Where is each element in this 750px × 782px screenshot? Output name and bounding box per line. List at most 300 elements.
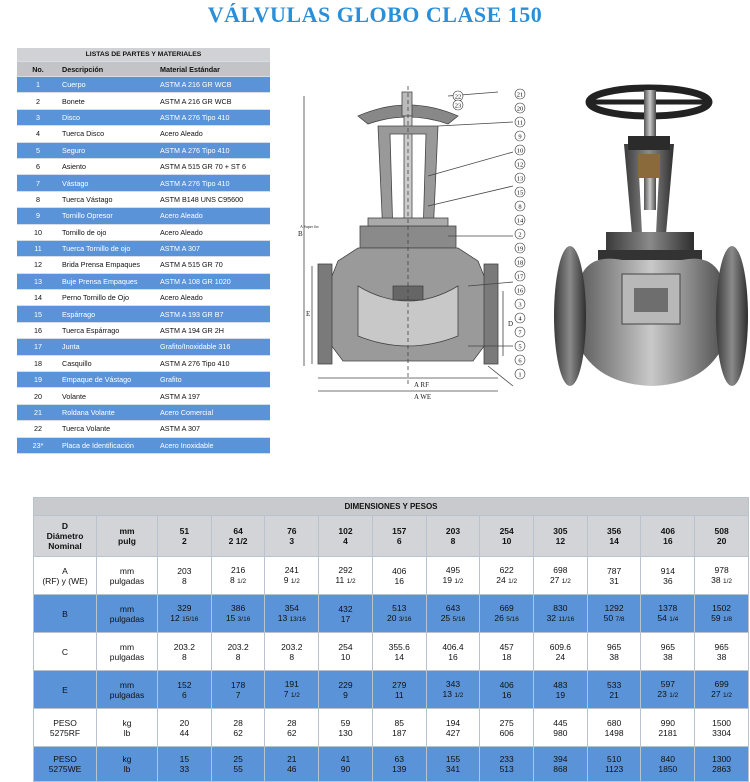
dims-label-line: Diámetro	[46, 531, 84, 541]
parts-row	[17, 208, 270, 224]
part-description: Brida Prensa Empaques	[59, 257, 157, 273]
value-bottom: 10	[340, 651, 351, 662]
dims-unit-line: mm	[119, 526, 135, 536]
dims-size-cell	[587, 516, 641, 557]
part-number: 6	[17, 158, 59, 174]
dims-value-cell	[265, 709, 319, 747]
parts-row	[17, 191, 270, 207]
value-top: 28	[287, 717, 297, 728]
part-material: ASTM A 216 GR WCB	[157, 93, 270, 109]
value-bottom: 12 15/16	[170, 612, 199, 623]
dims-value-cell	[641, 747, 695, 782]
dims-value-cell	[426, 747, 480, 782]
part-number: 18	[17, 355, 59, 371]
part-number: 8	[17, 191, 59, 207]
part-description: Tuerca Vástago	[59, 191, 157, 207]
dims-value-cell	[158, 709, 212, 747]
dims-value-cell	[319, 633, 373, 671]
value-bottom: 90	[340, 764, 351, 774]
dims-label-diameter	[34, 516, 97, 557]
callout-number: 19	[516, 245, 524, 253]
dims-value-cell	[480, 557, 534, 595]
value-top: 495	[445, 564, 461, 575]
parts-table-caption: LISTAS DE PARTES Y MATERIALES	[17, 48, 270, 62]
value-bottom: 16	[394, 575, 404, 586]
part-material: ASTM A 197	[157, 388, 270, 404]
dim-label-b: B	[298, 230, 303, 238]
dim-label-d: D	[508, 320, 514, 328]
parts-row	[17, 306, 270, 322]
dims-row-label-line: 5275WE	[48, 764, 82, 774]
value-top: 241	[284, 564, 299, 575]
dims-size-cell	[211, 516, 265, 557]
size-mm: 157	[392, 526, 407, 536]
value-bottom: 16	[501, 689, 512, 700]
value-top: 275	[499, 717, 514, 728]
parts-row	[17, 372, 270, 388]
size-mm: 76	[287, 526, 297, 536]
value-bottom: 17	[340, 613, 351, 624]
value-top: 965	[660, 641, 675, 652]
value-top: 1500	[712, 717, 732, 728]
part-description: Vástago	[59, 175, 157, 191]
dims-value-cell	[265, 671, 319, 709]
part-material: ASTM A 276 Tipo 410	[157, 142, 270, 158]
value-top: 483	[553, 679, 568, 690]
value-bottom: 341	[445, 764, 461, 774]
callout-number: 8	[518, 203, 522, 211]
callout-number: 7	[518, 329, 522, 337]
dims-value-cell	[319, 557, 373, 595]
parts-materials-table	[17, 48, 270, 454]
dims-row-label	[34, 557, 97, 595]
part-number: 4	[17, 126, 59, 142]
part-number: 15	[17, 306, 59, 322]
dim-label-a-we: A WE	[414, 393, 432, 401]
dims-value-cell	[211, 595, 265, 633]
parts-header-2: Material Estándar	[157, 62, 270, 77]
value-bottom: 20 3/16	[386, 612, 412, 623]
value-bottom: 19	[555, 689, 566, 700]
dims-row-label	[34, 595, 97, 633]
dims-value-cell	[695, 747, 749, 782]
value-top: 394	[553, 754, 568, 764]
part-description: Junta	[59, 339, 157, 355]
value-bottom: 513	[499, 764, 514, 774]
dims-label-line: D	[61, 521, 69, 531]
dims-value-cell	[587, 709, 641, 747]
page-title: VÁLVULAS GLOBO CLASE 150	[207, 2, 543, 27]
value-bottom: 2863	[712, 764, 732, 774]
part-material: ASTM A 108 GR 1020	[157, 273, 270, 289]
value-bottom: 130	[338, 727, 353, 738]
dims-value-cell	[695, 633, 749, 671]
value-bottom: 24 1/2	[496, 574, 518, 585]
dims-value-cell	[695, 595, 749, 633]
dims-value-cell	[587, 557, 641, 595]
size-mm: 305	[553, 526, 568, 536]
callout-number: 11	[516, 119, 524, 127]
dims-value-cell	[480, 709, 534, 747]
value-bottom: 606	[499, 727, 514, 738]
dims-size-cell	[372, 516, 426, 557]
dims-value-cell	[641, 557, 695, 595]
part-description: Bonete	[59, 93, 157, 109]
dims-value-cell	[587, 633, 641, 671]
parts-row	[17, 273, 270, 289]
value-top: 1292	[604, 602, 624, 613]
value-bottom: 980	[553, 727, 568, 738]
value-top: 643	[445, 602, 461, 613]
value-top: 63	[394, 754, 404, 764]
value-bottom: 38	[609, 651, 619, 662]
part-material: Grafito/Inoxidable 316	[157, 339, 270, 355]
parts-row	[17, 77, 270, 93]
dims-row-label-line: B	[62, 608, 68, 619]
part-material: ASTM A 276 Tipo 410	[157, 175, 270, 191]
dims-row-label	[34, 747, 97, 782]
value-top: 155	[445, 754, 461, 764]
dims-row-label-line: C	[61, 646, 69, 657]
part-material: ASTM A 307	[157, 421, 270, 437]
value-bottom: 1498	[604, 727, 624, 738]
callout-number: 20	[516, 105, 524, 113]
part-number: 23*	[17, 437, 59, 453]
value-bottom: 9	[343, 689, 348, 700]
value-bottom: 139	[392, 764, 407, 774]
size-pulg: 20	[716, 536, 727, 546]
part-number: 5	[17, 142, 59, 158]
part-material: Acero Aleado	[157, 208, 270, 224]
dims-value-cell	[426, 671, 480, 709]
dims-size-cell	[480, 516, 534, 557]
value-bottom: 38	[716, 651, 727, 662]
dims-value-cell	[534, 671, 588, 709]
parts-header-0: No.	[17, 62, 59, 77]
value-top: 597	[660, 678, 675, 689]
value-top: 830	[553, 602, 568, 613]
dims-label-line: Nominal	[48, 541, 82, 551]
callout-number: 12	[516, 161, 524, 169]
value-bottom: 16	[448, 651, 458, 662]
part-description: Roldana Volante	[59, 404, 157, 420]
dims-value-cell	[587, 747, 641, 782]
part-description: Tuerca Tornillo de ojo	[59, 240, 157, 256]
dims-value-cell	[641, 633, 695, 671]
value-top: 1300	[712, 754, 732, 764]
parts-row	[17, 322, 270, 338]
dims-value-cell	[534, 557, 588, 595]
value-bottom: 27 1/2	[549, 574, 571, 585]
dims-value-cell	[265, 747, 319, 782]
dims-value-cell	[534, 747, 588, 782]
dims-row-units	[97, 747, 158, 782]
value-top: 406	[392, 565, 407, 576]
value-bottom: 27 1/2	[711, 688, 733, 699]
part-material: ASTM A 276 Tipo 410	[157, 109, 270, 125]
dims-value-cell	[319, 671, 373, 709]
dims-row-unit-line: kg	[122, 717, 132, 728]
part-description: Tornillo Opresor	[59, 208, 157, 224]
parts-row	[17, 142, 270, 158]
value-top: 1502	[712, 602, 732, 613]
dims-row-unit-line: pulgadas	[109, 689, 145, 700]
dims-row-unit-line: pulgadas	[109, 575, 145, 586]
dims-value-cell	[695, 671, 749, 709]
part-number: 20	[17, 388, 59, 404]
value-bottom: 18	[501, 651, 512, 662]
dims-value-cell	[372, 671, 426, 709]
dims-row	[34, 671, 749, 709]
part-description: Seguro	[59, 142, 157, 158]
dims-value-cell	[158, 633, 212, 671]
value-top: 41	[340, 754, 351, 764]
parts-row	[17, 437, 270, 453]
value-bottom: 1123	[604, 764, 624, 774]
dims-value-cell	[534, 595, 588, 633]
callout-number: 17	[516, 273, 524, 281]
value-bottom: 44	[179, 727, 190, 738]
value-top: 343	[445, 678, 461, 689]
value-top: 203.2	[281, 641, 303, 652]
part-material: Grafito	[157, 372, 270, 388]
callout-number: 23	[454, 102, 462, 110]
dims-value-cell	[372, 747, 426, 782]
dims-value-cell	[211, 671, 265, 709]
dims-value-cell	[158, 671, 212, 709]
part-description: Tornillo de ojo	[59, 224, 157, 240]
dims-row-label-line: A	[62, 565, 68, 576]
dims-row-label-line: PESO	[53, 754, 77, 764]
dims-row-label-line: PESO	[53, 717, 77, 728]
dims-row-label-line: 5275RF	[49, 727, 81, 738]
value-bottom: 62	[287, 727, 297, 738]
parts-row	[17, 388, 270, 404]
value-bottom: 8	[289, 651, 295, 662]
dims-value-cell	[158, 595, 212, 633]
dims-value-cell	[372, 633, 426, 671]
value-top: 840	[660, 754, 675, 764]
valve-section-drawing	[298, 86, 532, 406]
size-pulg: 6	[396, 536, 402, 546]
part-material: ASTM A 216 GR WCB	[157, 77, 270, 93]
value-bottom: 8	[181, 575, 187, 586]
dim-label-a-superfin: A Super fin	[300, 224, 319, 229]
part-material: Acero Inoxidable	[157, 437, 270, 453]
value-bottom: 19 1/2	[442, 574, 464, 585]
size-pulg: 14	[609, 536, 619, 546]
size-mm: 203	[445, 526, 461, 536]
dims-value-cell	[587, 671, 641, 709]
dims-value-cell	[534, 633, 588, 671]
part-number: 2	[17, 93, 59, 109]
value-bottom: 9 1/2	[283, 574, 300, 585]
callout-number: 16	[516, 287, 524, 295]
part-number: 12	[17, 257, 59, 273]
part-material: ASTM A 515 GR 70 + ST 6	[157, 158, 270, 174]
part-number: 3	[17, 109, 59, 125]
value-top: 1378	[658, 602, 678, 613]
dims-value-cell	[319, 709, 373, 747]
value-top: 203.2	[173, 641, 195, 652]
callout-number: 14	[516, 217, 524, 225]
value-top: 513	[392, 602, 407, 613]
value-bottom: 38	[663, 651, 673, 662]
dims-value-cell	[480, 633, 534, 671]
dims-row-unit-line: mm	[119, 565, 135, 576]
part-number: 21	[17, 404, 59, 420]
parts-row	[17, 126, 270, 142]
size-mm: 508	[714, 526, 729, 536]
part-number: 17	[17, 339, 59, 355]
dims-row-unit-line: mm	[119, 641, 135, 652]
dims-row-label-line: E	[62, 684, 68, 695]
dim-label-e: E	[306, 310, 311, 318]
value-top: 178	[230, 679, 246, 690]
value-top: 279	[392, 679, 407, 690]
part-material: ASTM A 193 GR B7	[157, 306, 270, 322]
dims-units	[97, 516, 158, 557]
value-top: 354	[284, 602, 299, 613]
part-description: Tuerca Espárrago	[59, 322, 157, 338]
size-pulg: 8	[450, 536, 456, 546]
value-top: 15	[179, 754, 190, 764]
dims-value-cell	[480, 595, 534, 633]
value-top: 229	[338, 679, 353, 690]
value-top: 292	[338, 564, 353, 575]
dims-table-caption: DIMENSIONES Y PESOS	[34, 498, 749, 516]
value-bottom: 36	[663, 575, 673, 586]
dims-value-cell	[426, 633, 480, 671]
callout-number: 5	[518, 343, 522, 351]
value-top: 25	[233, 754, 243, 764]
part-number: 10	[17, 224, 59, 240]
value-top: 609.6	[549, 641, 572, 652]
dims-value-cell	[534, 709, 588, 747]
parts-row	[17, 175, 270, 191]
value-top: 445	[553, 717, 568, 728]
part-number: 16	[17, 322, 59, 338]
part-number: 22	[17, 421, 59, 437]
parts-row	[17, 240, 270, 256]
callout-number: 21	[516, 91, 524, 99]
callout-number: 15	[516, 189, 524, 197]
value-top: 191	[284, 678, 299, 689]
value-top: 20	[179, 717, 190, 728]
part-material: Acero Aleado	[157, 290, 270, 306]
dims-value-cell	[265, 633, 319, 671]
part-number: 7	[17, 175, 59, 191]
dims-row-unit-line: lb	[123, 727, 131, 738]
value-bottom: 11	[394, 689, 404, 700]
value-bottom: 25 5/16	[440, 612, 466, 623]
part-description: Disco	[59, 109, 157, 125]
part-material: Acero Comercial	[157, 404, 270, 420]
callout-number: 18	[516, 259, 524, 267]
value-bottom: 427	[445, 727, 461, 738]
callout-number: 1	[518, 371, 522, 379]
dims-value-cell	[695, 557, 749, 595]
size-mm: 51	[179, 526, 190, 536]
dims-value-cell	[426, 557, 480, 595]
size-mm: 254	[499, 526, 514, 536]
value-top: 233	[499, 754, 514, 764]
value-bottom: 59 1/8	[711, 612, 733, 623]
value-top: 965	[607, 641, 622, 652]
dims-row	[34, 557, 749, 595]
part-material: Acero Aleado	[157, 224, 270, 240]
dims-size-cell	[319, 516, 373, 557]
value-bottom: 2181	[658, 727, 678, 738]
callout-number: 4	[518, 315, 522, 323]
dims-value-cell	[372, 557, 426, 595]
part-description: Perno Tornillo de Ojo	[59, 290, 157, 306]
value-bottom: 13 13/16	[277, 612, 306, 623]
value-bottom: 8	[235, 651, 241, 662]
part-description: Tuerca Disco	[59, 126, 157, 142]
part-number: 14	[17, 290, 59, 306]
dims-value-cell	[211, 633, 265, 671]
parts-header-1: Descripción	[59, 62, 157, 77]
dims-row-units	[97, 633, 158, 671]
dims-value-cell	[319, 595, 373, 633]
dims-value-cell	[211, 747, 265, 782]
dims-row	[34, 747, 749, 782]
value-bottom: 868	[553, 764, 568, 774]
value-top: 510	[607, 754, 622, 764]
part-number: 19	[17, 372, 59, 388]
dims-value-cell	[641, 671, 695, 709]
value-top: 152	[177, 679, 192, 690]
parts-row	[17, 355, 270, 371]
value-bottom: 54 1/4	[657, 612, 679, 623]
value-top: 329	[177, 602, 192, 613]
part-description: Espárrago	[59, 306, 157, 322]
value-top: 85	[394, 717, 404, 728]
dims-value-cell	[372, 595, 426, 633]
value-bottom: 55	[233, 764, 243, 774]
value-top: 990	[660, 717, 675, 728]
size-mm: 64	[233, 526, 243, 536]
size-mm: 406	[660, 526, 675, 536]
size-pulg: 2	[181, 536, 187, 546]
dims-value-cell	[426, 595, 480, 633]
dims-row	[34, 595, 749, 633]
value-bottom: 11 1/2	[335, 574, 356, 585]
value-bottom: 50 7/8	[603, 612, 625, 623]
value-top: 203.2	[227, 641, 249, 652]
part-material: Acero Aleado	[157, 126, 270, 142]
dimensions-weights-table	[33, 497, 749, 782]
value-top: 355.6	[388, 641, 410, 652]
value-top: 457	[499, 641, 514, 652]
dims-row	[34, 709, 749, 747]
parts-row	[17, 93, 270, 109]
value-bottom: 23 1/2	[657, 688, 679, 699]
value-top: 406.4	[442, 641, 464, 652]
dims-value-cell	[372, 709, 426, 747]
part-description: Asiento	[59, 158, 157, 174]
value-top: 406	[499, 679, 514, 690]
callout-number: 3	[518, 301, 522, 309]
parts-row	[17, 109, 270, 125]
value-bottom: 7	[235, 689, 241, 700]
value-top: 622	[499, 564, 514, 575]
parts-row	[17, 257, 270, 273]
dims-size-cell	[426, 516, 480, 557]
part-material: ASTM A 276 Tipo 410	[157, 355, 270, 371]
dims-value-cell	[426, 709, 480, 747]
